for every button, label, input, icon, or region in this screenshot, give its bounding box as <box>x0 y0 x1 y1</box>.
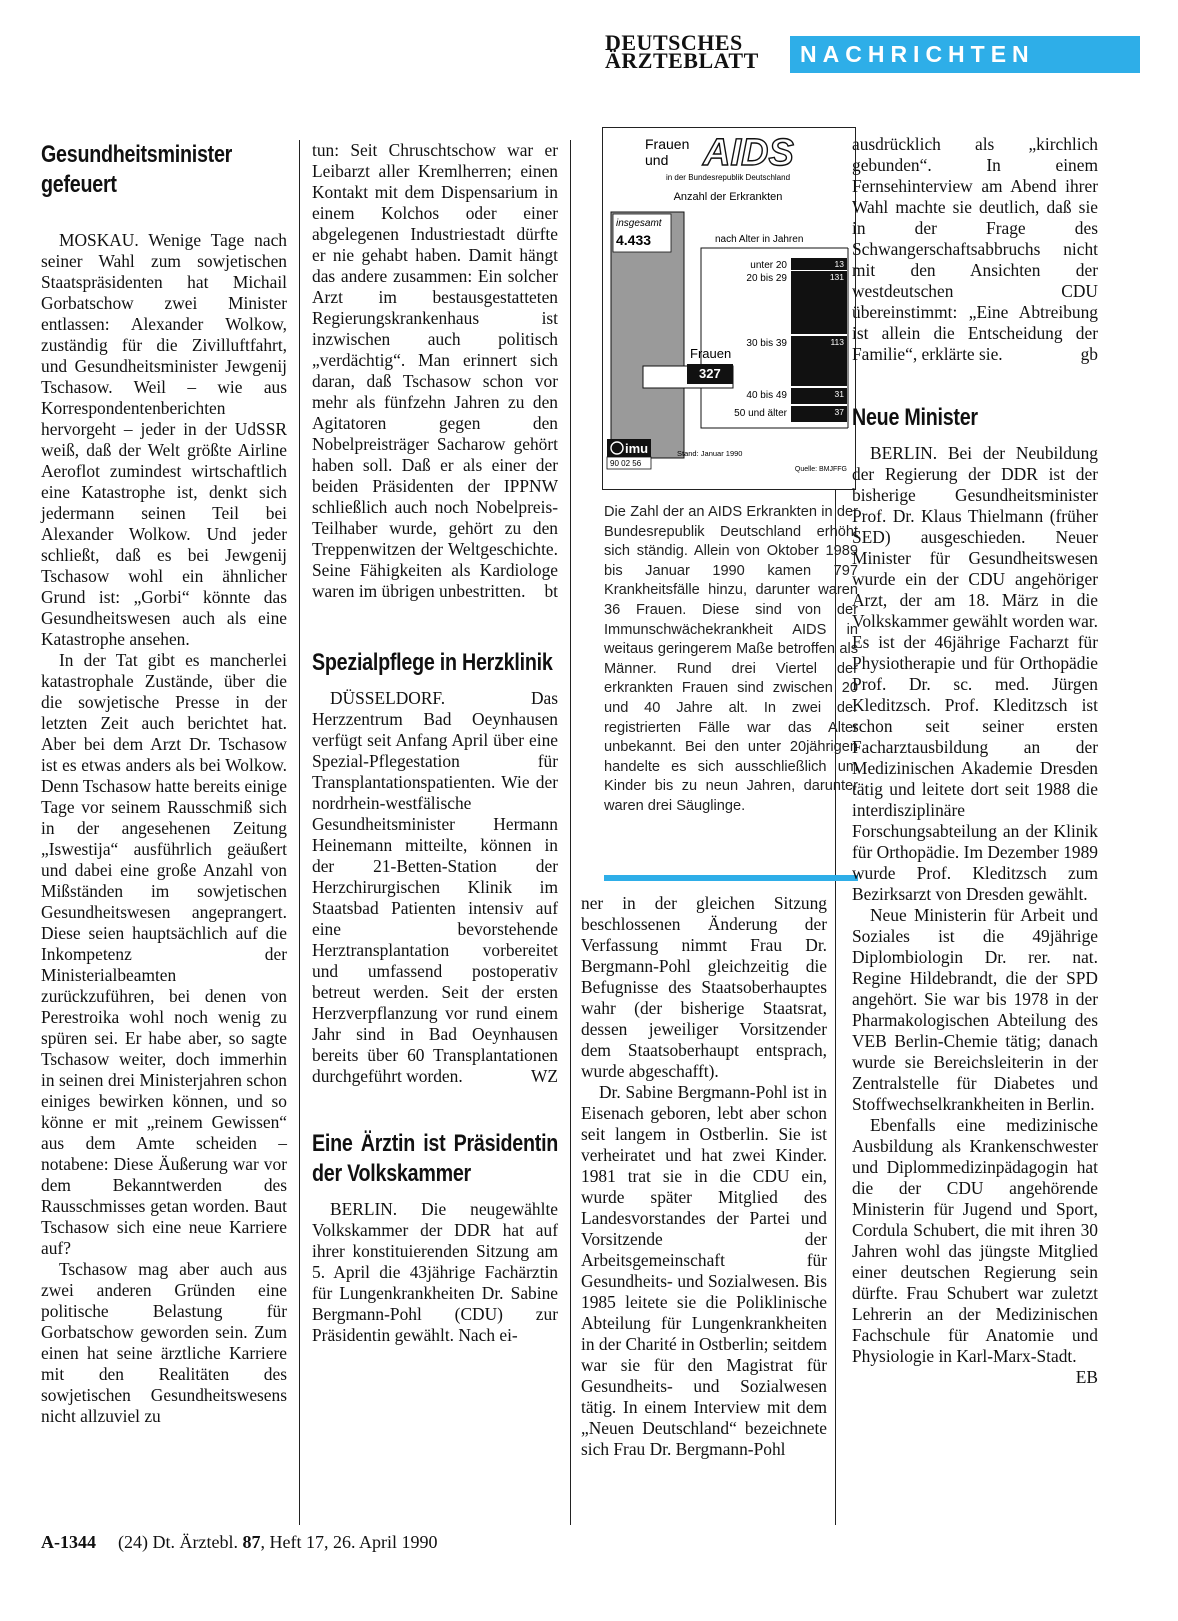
author-initials: WZ <box>530 1066 558 1086</box>
women-label: Frauen <box>690 346 732 361</box>
headline-neue-minister: Neue Minister <box>852 404 978 431</box>
article-paragraph: Dr. Sabine Bergmann-Pohl ist in Eisenach geboren, lebt aber schon seit langem in Ostberlin. Sie ist verheiratet und hat zwei Kinder. 1981 trat sie in die CDU ein, wurde später Mitglied des Landesvorstandes der Partei und Vorsitzende der Arbeitsgemeinschaft für Gesundheits- und Sozialwesen. Bis 1985 leitete sie die Poliklinische Abteilung für Lungenkrankheiten in der Charité in Ostberlin; seitdem war sie für den Magistrat für Gesundheits- und Sozialwesen tätig. In einem Interview mit dem „Neuen Deutschland“ bezeichnete sich Frau Dr. Bergmann-Pohl <box>581 1082 827 1459</box>
headline-gesundheitsminister: Gesundheitsminister gefeuert <box>41 141 233 198</box>
article-paragraph: BERLIN. Bei der Neubildung der Regierung der DDR ist der bisherige Gesundheitsminister Prof. Dr. Klaus Thielmann (früher SED) ausgeschieden. Neuer Minister für Gesundheitswesen wurde ein der CDU angehöriger Arzt, der am 18. März in die Volkskammer gewählt worden war. Es ist der 46jährige Facharzt für Physiotherapie und für Orthopädie Prof. Dr. sc. med. Jürgen Kleditzsch. Prof. Kleditzsch ist schon seit seiner ersten Facharztausbildung an der Medizinischen Akademie Dresden tätig und leitete dort seit 1988 die interdisziplinäre Forschungsabteilung an der Klinik für Orthopädie. Im Dezember 1989 wurde Prof. Kleditzsch zum Bezirksarzt von Dresden gewählt. <box>852 443 1098 904</box>
article-paragraph: In der Tat gibt es mancherlei katastrophale Zustände, über die die sowjetische Presse in der letzten Zeit auch berichtet hat. Aber bei dem Arzt Dr. Tschasow ist es etwas anders als bei Wolkow. Denn Tschasow hatte bereits einige Tage vor seinem Rausschmiß sich in der angesehenen Zeitung „Iswestija“ ausführlich geäußert und dabei eine große Anzahl von Mißständen im sowjetischen Gesundheitswesen angeprangert. Diese seien hauptsächlich auf die Inkompetenz der Ministerialbeamten zurückzuführen, bei denen von Perestroika wohl noch wenig zu spüren sei. Er habe aber, so sagte Tschasow weiter, doch immerhin in seinen drei Ministerjahren schon einiges bewirken können, und so könne er mit „reinem Gewissen“ aus dem Amte scheiden – notabene: Diese Äußerung war vor dem Bekanntwerden des Rausschmisses getan worden. Baut Tschasow sich eine neue Karriere auf? <box>41 650 287 1258</box>
article-paragraph: MOSKAU. Wenige Tage nach seiner Wahl zum sowjetischen Staatspräsidenten hat Michail Gorbatschow zwei Minister entlassen: Alexander Wolkow, zuständig für die Zivilluftfahrt, und Gesundheitsminister Jewgenij Tschasow. Weil – wie aus Korrespondentenberichten hervorgeht – jeder in der UdSSR weiß, daß der Welt größte Airline Aeroflot zumindest wirtschaftlich eine Katastrophe ist, denkt sich jedermann seinen Teil bei Alexander Wolkow. Und jeder schließt, daß es bei Jewgenij Tschasow wohl ein ähnlicher Grund ist: „Gorbi“ könnte das Gesundheitswesen auch als eine Katastrophe ansehen. <box>41 230 287 649</box>
age-value-label: 131 <box>829 272 844 282</box>
article-paragraph <box>312 140 558 602</box>
imu-logo-text: imu <box>625 441 649 456</box>
column-3 <box>581 893 827 1460</box>
article-paragraph <box>852 1115 1098 1387</box>
age-category-label: 30 bis 39 <box>746 338 787 349</box>
chart-stand: Stand: Januar 1990 <box>677 449 743 458</box>
imu-code: 90 02 56 <box>610 459 642 468</box>
women-value: 327 <box>699 366 721 381</box>
author-initials: bt <box>544 581 558 601</box>
article-paragraph: ner in der gleichen Sitzung beschlossenen Änderung der Verfassung nimmt Frau Dr. Bergmann-Pohl gleichzeitig die Befugnisse des Staatsoberhauptes wahr (der bisherige Staatsrat, dessen jeweiliger Vorsitzender dem Staatsoberhaupt entsprach, wurde abgeschafft). <box>581 893 827 1081</box>
author-initials: gb <box>1080 344 1098 364</box>
age-value-label: 13 <box>834 259 844 269</box>
aids-chart-svg <box>603 128 854 488</box>
column-1 <box>41 140 287 1427</box>
age-value-label: 37 <box>834 407 844 417</box>
chart-source: Quelle: BMJFFG <box>794 466 847 473</box>
age-category-label: 50 und älter <box>734 408 787 419</box>
age-value-label: 113 <box>830 337 844 347</box>
headline-spezialpflege: Spezialpflege in Herzklinik <box>312 649 553 676</box>
aids-chart <box>602 127 856 490</box>
article-paragraph <box>852 134 1098 365</box>
age-header: nach Alter in Jahren <box>715 234 804 245</box>
age-category-label: 20 bis 29 <box>746 273 787 284</box>
footer-volume: 87 <box>242 1532 261 1552</box>
age-bars-group <box>734 258 847 422</box>
page-number: A-1344 <box>41 1532 96 1552</box>
section-banner: NACHRICHTEN <box>790 36 1140 73</box>
article-paragraph: Neue Ministerin für Arbeit und Soziales ist die 49jährige Diplombiologin Dr. rer. nat. Regine Hildebrandt, die der SPD angehört. Sie war bis 1978 in der Pharmakologischen Abteilung des VEB Berlin-Chemie tätig; danach wurde sie Bereichsleiterin in der Zentralstelle für Diabetes und Stoffwechselkrankheiten in Berlin. <box>852 905 1098 1114</box>
column-rule <box>299 140 300 1525</box>
chart-title-small: und <box>645 152 669 168</box>
continuation-text: ausdrücklich als „kirchlich gebunden“. In einem Fernsehinterview am Abend ihrer Wahl machte sie deutlich, daß sie in der Frage des Schwangerschaftsabbruchs nicht mit den Ansichten der westdeutschen CDU übereinstimmt: „Eine Abtreibung ist allein die Entscheidung der Familie“, erklärte sie. <box>852 134 1098 364</box>
chart-title-big: AIDS <box>703 132 794 174</box>
article-paragraph: BERLIN. Die neugewählte Volkskammer der DDR hat auf ihrer konstituierenden Sitzung am 5. April die 43jährige Fachärztin für Lungenkrankheiten Dr. Sabine Bergmann-Pohl (CDU) zur Präsidentin gewählt. Nach ei- <box>312 1199 558 1345</box>
total-value: 4.433 <box>616 232 652 248</box>
footer-citation: (24) Dt. Ärztebl. <box>118 1532 238 1552</box>
article-text: DÜSSELDORF. Das Herzzentrum Bad Oeynhausen verfügt seit Anfang April über eine Spezial-Pflegestation für Transplantationspatienten. Wie der nordrhein-westfälische Gesundheitsminister Hermann Heinemann mitteilte, können in der 21-Betten-Station der Herzchirurgischen Klinik im Staatsbad Patienten intensiv auf eine bevorstehende Herztransplantation vorbereitet und umfassend postoperativ betreut werden. Seit der ersten Herzverpflanzung vor rund einem Jahr sind in Bad Oeynhausen bereits über 60 Transplantationen durchgeführt worden. <box>312 688 558 1086</box>
chart-heading: Anzahl der Erkrankten <box>673 191 783 203</box>
article-paragraph <box>312 688 558 1087</box>
age-category-label: 40 bis 49 <box>746 390 787 401</box>
footer-issue: , Heft 17, 26. April 1990 <box>260 1532 438 1552</box>
article-text: Ebenfalls eine medizinische Ausbildung als Krankenschwester und Diplommedizinpädagogin hat die der CDU angehörende Ministerin für Jugend und Sport, Cordula Schubert, die mit ihren 30 Jahren wohl das jüngste Mitglied einer deutschen Regierung sein dürfte. Frau Schubert war zuletzt Lehrerin an der Medizinischen Fachschule für Anatomie und Physiologie in Karl-Marx-Stadt. <box>852 1115 1098 1366</box>
chart-caption: Die Zahl der an AIDS Erkrankten in der Bundesrepublik Deutschland erhöht sich ständig. Allein von Oktober 1989 bis Januar 1990 kamen 797 Krankheitsfälle hinzu, darunter waren 36 Frauen. Diese sind von der Immunschwächekrankheit AIDS in weitaus geringerem Maße betroffen als Männer. Rund drei Viertel der erkrankten Frauen sind zwischen 20 und 40 Jahre alt. In zwei der registrierten Fälle war das Alter unbekannt. Bei den unter 20jährigen handelte es sich ausschließlich um Kinder bis zu neun Jahren, darunter waren drei Säuglinge. <box>604 504 858 814</box>
continuation-text: tun: Seit Chruschtschow war er Leibarzt aller Kremlherren; einen Kontakt mit dem Dispensarium in einem Kolchos oder einer abgelegenen Industriestadt dürfte er nie gehabt haben. Damit hängt das andere zusammen: Ein solcher Arzt im bestausgestatteten Regierungskrankenhaus ist inzwischen auch politisch „verdächtig“. Man erinnert sich daran, daß Tschasow schon vor mehr als fünfzehn Jahren zu den Agitatoren gegen den Nobelpreisträger Sacharow gehört haben soll. Daß er als einer der beiden Präsidenten der IPPNW schließlich auch noch Nobelpreis-Teilhaber wurde, gehört zu den Treppenwitzen der Weltgeschichte. Seine Fähigkeiten als Kardiologe waren im übrigen unbestritten. <box>312 140 558 601</box>
age-category-label: unter 20 <box>750 260 787 271</box>
publication-name-line1: DEUTSCHES <box>605 30 743 55</box>
headline-aerztin-praesidentin: Eine Ärztin ist Präsidentin der Volkskammer <box>312 1130 559 1187</box>
chart-title-small: Frauen <box>645 136 690 152</box>
article-paragraph: Tschasow mag aber auch aus zwei anderen Gründen eine politische Belastung für Gorbatschow geworden sein. Zum einen hat seine ärztliche Karriere mit den Realitäten des sowjetischen Gesundheitswesens nicht allzuviel zu <box>41 1259 287 1426</box>
column-2 <box>312 140 558 1346</box>
author-initials: EB <box>1075 1367 1098 1387</box>
age-value-label: 31 <box>834 389 844 399</box>
column-4 <box>852 134 1098 1388</box>
publication-name-line2: ÄRZTEBLATT <box>605 48 759 73</box>
chart-subtitle: in der Bundesrepublik Deutschland <box>665 173 791 182</box>
page-footer <box>41 1532 437 1553</box>
total-label: insgesamt <box>616 218 662 229</box>
publication-name <box>605 30 777 73</box>
column-rule <box>570 140 571 1525</box>
caption-divider <box>604 875 858 881</box>
